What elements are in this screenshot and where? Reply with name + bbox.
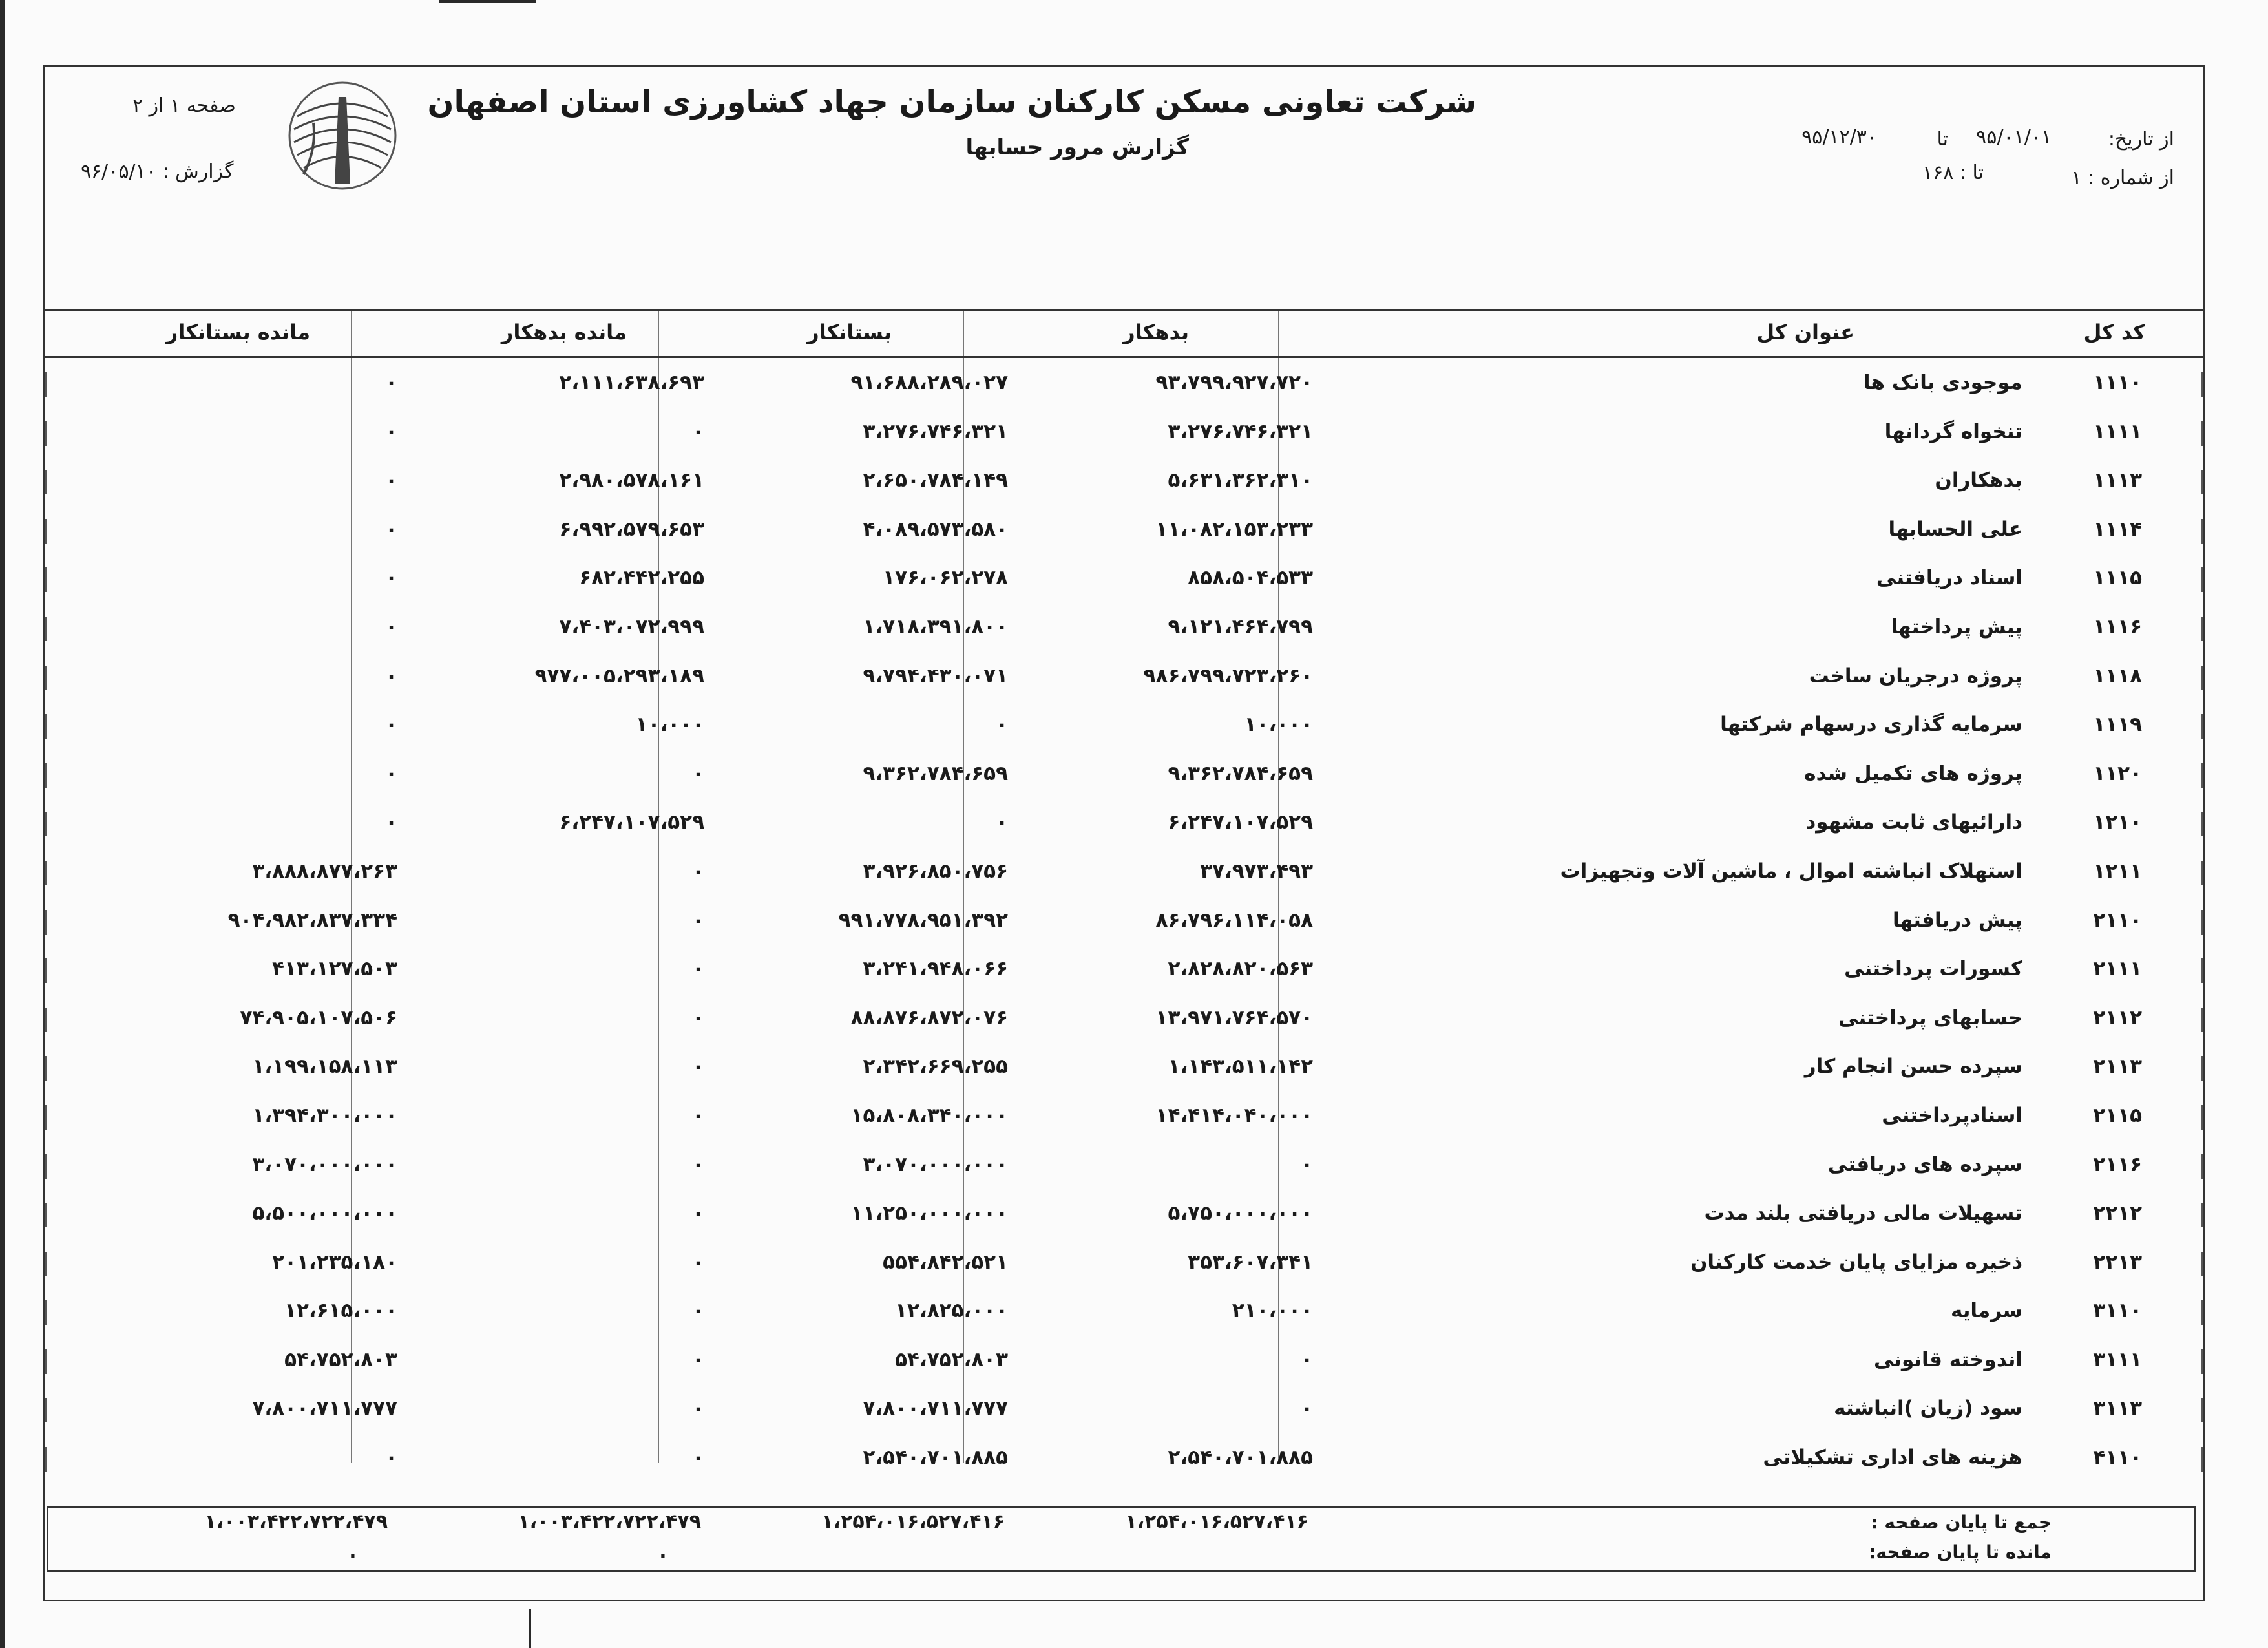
balance-debit-value: ۰ (692, 419, 704, 443)
row-edge-left (45, 958, 47, 983)
account-code: ۲۲۱۳ (2093, 1250, 2142, 1274)
row-edge-right (2201, 812, 2203, 836)
balance-credit-value: ۵۴،۷۵۲،۸۰۳ (284, 1347, 397, 1371)
account-title: اسنادپرداختنی (1882, 1103, 2022, 1127)
to-number: تا : ۱۶۸ (1922, 162, 1984, 184)
balance-label: مانده تا پایان صفحه: (1869, 1541, 2052, 1563)
table-row (45, 456, 2203, 505)
sum-balance-debit: ۱،۰۰۳،۴۲۲،۷۲۲،۴۷۹ (518, 1510, 701, 1533)
balance-debit-value: ۰ (692, 908, 704, 932)
account-code: ۳۱۱۰ (2093, 1299, 2142, 1323)
account-title: دارائیهای ثابت مشهود (1805, 810, 2022, 834)
row-edge-right (2201, 1300, 2203, 1325)
credit-value: ۹۱،۶۸۸،۲۸۹،۰۲۷ (850, 371, 1008, 394)
table-row (45, 1286, 2203, 1335)
credit-value: ۰ (996, 713, 1008, 737)
row-edge-right (2201, 958, 2203, 983)
balance-debit-value: ۰ (692, 1006, 704, 1030)
sum-debit: ۱،۲۵۴،۰۱۶،۵۲۷،۴۱۶ (1125, 1510, 1308, 1533)
row-edge-left (45, 567, 47, 592)
account-title: پیش پرداختها (1891, 615, 2022, 639)
debit-value: ۳۷،۹۷۳،۴۹۳ (1200, 859, 1313, 883)
debit-value: ۰ (1301, 1347, 1313, 1371)
debit-value: ۰ (1301, 1152, 1313, 1176)
table-row (45, 896, 2203, 945)
balance-credit-value: ۰ (385, 1446, 397, 1470)
account-code: ۱۱۱۱ (2093, 419, 2142, 443)
account-title: استهلاک انباشته اموال ، ماشین آلات وتجهیزات (1560, 859, 2022, 883)
account-code: ۴۱۱۰ (2093, 1446, 2142, 1470)
balance-credit-value: ۹۰۴،۹۸۲،۸۳۷،۳۳۴ (227, 908, 397, 932)
row-edge-right (2201, 763, 2203, 788)
row-edge-right (2201, 421, 2203, 446)
row-edge-right (2201, 617, 2203, 641)
debit-value: ۹،۱۲۱،۴۶۴،۷۹۹ (1168, 615, 1313, 639)
row-edge-left (45, 812, 47, 836)
account-title: سود (زیان )انباشته (1834, 1397, 2022, 1421)
account-code: ۱۱۱۳ (2093, 469, 2142, 492)
table-row (45, 1188, 2203, 1238)
row-edge-left (45, 714, 47, 739)
from-number: از شماره : ۱ (2071, 167, 2174, 189)
account-title: تسهیلات مالی دریافتی بلند مدت (1704, 1201, 2022, 1225)
account-title: اسناد دریافتنی (1876, 566, 2022, 590)
from-date-label: از تاریخ: (2108, 128, 2174, 151)
table-row (45, 749, 2203, 798)
balance-debit-value: ۶،۹۹۲،۵۷۹،۶۵۳ (559, 517, 704, 541)
account-title: سپرده حسن انجام کار (1804, 1055, 2022, 1079)
account-title: پروژه های تکمیل شده (1804, 761, 2022, 785)
account-title: اندوخته قانونی (1873, 1347, 2022, 1371)
balance-credit-value: ۰ (385, 713, 397, 737)
credit-value: ۱۷۶،۰۶۲،۲۷۸ (883, 566, 1008, 590)
balance-debit-value: ۰ (692, 1201, 704, 1225)
col-debit: بدهکار (1123, 320, 1189, 344)
row-edge-left (45, 1447, 47, 1472)
sum-credit: ۱،۲۵۴،۰۱۶،۵۲۷،۴۱۶ (821, 1510, 1005, 1533)
report-title: گزارش مرور حسابها (965, 134, 1189, 160)
credit-value: ۴،۰۸۹،۵۷۳،۵۸۰ (863, 517, 1008, 541)
account-code: ۲۱۱۱ (2093, 957, 2142, 981)
table-row (45, 944, 2203, 993)
balance-debit-value: ۷،۴۰۳،۰۷۲،۹۹۹ (559, 615, 704, 639)
balance-credit-value: ۱۲،۶۱۵،۰۰۰ (284, 1299, 397, 1323)
balance-credit-value: ۱،۱۹۹،۱۵۸،۱۱۳ (252, 1055, 397, 1079)
credit-value: ۱۱،۲۵۰،۰۰۰،۰۰۰ (850, 1201, 1008, 1225)
credit-value: ۵۴،۷۵۲،۸۰۳ (895, 1347, 1008, 1371)
balance-debit-value: ۱۰،۰۰۰ (635, 713, 704, 737)
balance-credit-value: ۰ (385, 371, 397, 394)
table-row (45, 651, 2203, 701)
table-header (45, 309, 2203, 358)
row-edge-left (45, 763, 47, 788)
row-edge-right (2201, 1056, 2203, 1081)
row-edge-left (45, 372, 47, 397)
debit-value: ۵،۶۳۱،۳۶۲،۳۱۰ (1168, 469, 1313, 492)
account-title: سرمایه (1950, 1299, 2022, 1323)
from-date: ۹۵/۰۱/۰۱ (1976, 126, 2052, 149)
scan-mark-top (439, 0, 536, 3)
balance-credit-value: ۰ (385, 469, 397, 492)
account-code: ۲۱۱۶ (2093, 1152, 2142, 1176)
balance-debit-value: ۰ (692, 859, 704, 883)
scan-edge (0, 0, 5, 1648)
balance-debit-value: ۲،۹۸۰،۵۷۸،۱۶۱ (559, 469, 704, 492)
debit-value: ۱۱،۰۸۲،۱۵۳،۲۳۳ (1155, 517, 1313, 541)
debit-value: ۱،۱۴۳،۵۱۱،۱۴۲ (1168, 1055, 1313, 1079)
account-title: پیش دریافتها (1892, 908, 2022, 932)
account-code: ۲۱۱۳ (2093, 1055, 2142, 1079)
table-row (45, 407, 2203, 456)
credit-value: ۲،۳۴۲،۶۶۹،۲۵۵ (863, 1055, 1008, 1079)
table-row (45, 847, 2203, 896)
balance-debit-value: ۰ (692, 1397, 704, 1421)
account-code: ۱۱۱۰ (2093, 371, 2142, 394)
balance-credit-value: ۴۱۳،۱۲۷،۵۰۳ (272, 957, 397, 981)
row-edge-left (45, 666, 47, 690)
company-logo (284, 78, 401, 194)
balance-debit-value: ۲،۱۱۱،۶۳۸،۶۹۳ (559, 371, 704, 394)
balance-debit-value: ۰ (692, 1299, 704, 1323)
row-edge-right (2201, 519, 2203, 544)
accounts-table (45, 309, 2203, 1482)
debit-value: ۲،۸۲۸،۸۲۰،۵۶۳ (1168, 957, 1313, 981)
totals-box (47, 1506, 2196, 1572)
table-row (45, 1384, 2203, 1433)
balance-debit-value: ۹۷۷،۰۰۵،۲۹۳،۱۸۹ (534, 664, 704, 688)
balance-debit-value: ۰ (692, 1446, 704, 1470)
debit-value: ۳،۲۷۶،۷۴۶،۳۲۱ (1168, 419, 1313, 443)
balance-credit-value: ۰ (385, 810, 397, 834)
balance-credit-value: ۳،۸۸۸،۸۷۷،۲۶۳ (252, 859, 397, 883)
row-edge-left (45, 421, 47, 446)
account-code: ۱۱۱۴ (2093, 517, 2142, 541)
debit-value: ۶،۲۴۷،۱۰۷،۵۲۹ (1168, 810, 1313, 834)
debit-value: ۳۵۳،۶۰۷،۳۴۱ (1188, 1250, 1313, 1274)
table-row (45, 1042, 2203, 1091)
debit-value: ۸۶،۷۹۶،۱۱۴،۰۵۸ (1155, 908, 1313, 932)
account-code: ۱۲۱۰ (2093, 810, 2142, 834)
row-edge-right (2201, 567, 2203, 592)
table-row (45, 993, 2203, 1042)
credit-value: ۹،۷۹۴،۴۳۰،۰۷۱ (863, 664, 1008, 688)
report-date: گزارش : ۹۶/۰۵/۱۰ (81, 160, 234, 183)
row-edge-right (2201, 910, 2203, 935)
account-title: هزینه های اداری تشکیلاتی (1763, 1446, 2022, 1470)
balance-credit-value: ۵،۵۰۰،۰۰۰،۰۰۰ (252, 1201, 397, 1225)
credit-value: ۲،۶۵۰،۷۸۴،۱۴۹ (863, 469, 1008, 492)
credit-value: ۱۵،۸۰۸،۳۴۰،۰۰۰ (850, 1103, 1008, 1127)
scan-mark (529, 1609, 531, 1648)
account-code: ۱۱۱۶ (2093, 615, 2142, 639)
row-edge-left (45, 1398, 47, 1422)
table-row (45, 553, 2203, 602)
table-row (45, 1433, 2203, 1482)
debit-value: ۱۴،۴۱۴،۰۴۰،۰۰۰ (1155, 1103, 1313, 1127)
account-title: بدهکاران (1935, 469, 2022, 492)
account-title: حسابهای پرداختنی (1838, 1006, 2022, 1030)
balance-debit-value: ۶،۲۴۷،۱۰۷،۵۲۹ (559, 810, 704, 834)
account-title: پروژه درجریان ساخت (1809, 664, 2022, 688)
row-edge-left (45, 470, 47, 494)
balance-debit-value: ۰ (692, 761, 704, 785)
debit-value: ۵،۷۵۰،۰۰۰،۰۰۰ (1168, 1201, 1313, 1225)
row-edge-right (2201, 1105, 2203, 1130)
row-edge-left (45, 861, 47, 885)
balance-debit-value: ۰ (692, 1250, 704, 1274)
credit-value: ۳،۲۷۶،۷۴۶،۳۲۱ (863, 419, 1008, 443)
row-edge-right (2201, 861, 2203, 885)
debit-value: ۸۵۸،۵۰۴،۵۳۳ (1188, 566, 1313, 590)
balance-credit-value: ۳،۰۷۰،۰۰۰،۰۰۰ (252, 1152, 397, 1176)
row-edge-right (2201, 1154, 2203, 1179)
balance-debit-value: ۰ (692, 1152, 704, 1176)
row-edge-left (45, 1300, 47, 1325)
col-code: کد کل (2083, 320, 2145, 344)
row-edge-right (2201, 666, 2203, 690)
row-edge-left (45, 1203, 47, 1227)
credit-value: ۵۵۴،۸۴۲،۵۲۱ (883, 1250, 1008, 1274)
account-code: ۱۱۱۸ (2093, 664, 2142, 688)
row-edge-right (2201, 1252, 2203, 1276)
credit-value: ۰ (996, 810, 1008, 834)
debit-value: ۱۰،۰۰۰ (1244, 713, 1313, 737)
account-code: ۱۲۱۱ (2093, 859, 2142, 883)
credit-value: ۳،۹۲۶،۸۵۰،۷۵۶ (863, 859, 1008, 883)
row-edge-left (45, 617, 47, 641)
balance-credit-value: ۱،۳۹۴،۳۰۰،۰۰۰ (252, 1103, 397, 1127)
row-edge-left (45, 1349, 47, 1374)
balance-debit-value: ۰ (692, 1055, 704, 1079)
balance-credit-value: ۰ (385, 419, 397, 443)
credit-value: ۱،۷۱۸،۳۹۱،۸۰۰ (863, 615, 1008, 639)
col-balance-debit: مانده بدهکار (501, 320, 627, 344)
row-edge-right (2201, 1398, 2203, 1422)
balance-credit-value: ۷۴،۹۰۵،۱۰۷،۵۰۶ (240, 1006, 397, 1030)
account-code: ۲۲۱۲ (2093, 1201, 2142, 1225)
account-code: ۲۱۱۵ (2093, 1103, 2142, 1127)
account-title: ذخیره مزایای پایان خدمت کارکنان (1690, 1250, 2022, 1274)
table-row (45, 602, 2203, 651)
account-code: ۲۱۱۲ (2093, 1006, 2142, 1030)
debit-value: ۹،۳۶۲،۷۸۴،۶۵۹ (1168, 761, 1313, 785)
table-row (45, 1140, 2203, 1189)
balance-debit-value: ۶۸۲،۴۴۲،۲۵۵ (579, 566, 704, 590)
col-balance-credit: مانده بستانکار (165, 320, 310, 344)
row-edge-right (2201, 1447, 2203, 1472)
table-row (45, 700, 2203, 749)
account-title: تنخواه گردانها (1884, 419, 2022, 443)
credit-value: ۹۹۱،۷۷۸،۹۵۱،۳۹۲ (838, 908, 1008, 932)
row-edge-right (2201, 1008, 2203, 1032)
account-code: ۲۱۱۰ (2093, 908, 2142, 932)
debit-value: ۰ (1301, 1397, 1313, 1421)
row-edge-left (45, 1105, 47, 1130)
debit-value: ۲۱۰،۰۰۰ (1232, 1299, 1313, 1323)
balance-debit-value: ۰ (692, 957, 704, 981)
account-code: ۳۱۱۱ (2093, 1347, 2142, 1371)
row-edge-left (45, 1008, 47, 1032)
balance-credit-value: ۰ (385, 761, 397, 785)
table-row (45, 505, 2203, 554)
account-code: ۱۱۱۹ (2093, 713, 2142, 737)
balance-credit-value: ۰ (385, 664, 397, 688)
col-credit: بستانکار (807, 320, 892, 344)
credit-value: ۱۲،۸۲۵،۰۰۰ (895, 1299, 1008, 1323)
table-row (45, 1238, 2203, 1287)
debit-value: ۲،۵۴۰،۷۰۱،۸۸۵ (1168, 1446, 1313, 1470)
balance-debit-value: ۰ (692, 1103, 704, 1127)
credit-value: ۳،۰۷۰،۰۰۰،۰۰۰ (863, 1152, 1008, 1176)
row-edge-right (2201, 1349, 2203, 1374)
debit-value: ۹۳،۷۹۹،۹۲۷،۷۲۰ (1155, 371, 1313, 394)
row-edge-left (45, 1154, 47, 1179)
balance-credit-value: ۰ (385, 615, 397, 639)
row-edge-right (2201, 714, 2203, 739)
account-title: کسورات پرداختنی (1844, 957, 2022, 981)
table-row (45, 1091, 2203, 1140)
table-body (45, 358, 2203, 1482)
account-code: ۳۱۱۳ (2093, 1397, 2142, 1421)
col-title: عنوان کل (1756, 320, 1854, 344)
credit-value: ۲،۵۴۰،۷۰۱،۸۸۵ (863, 1446, 1008, 1470)
table-row (45, 358, 2203, 407)
credit-value: ۷،۸۰۰،۷۱۱،۷۷۷ (863, 1397, 1008, 1421)
company-title: شرکت تعاونی مسکن کارکنان سازمان جهاد کشاورزی استان اصفهان (427, 84, 1476, 120)
credit-value: ۹،۳۶۲،۷۸۴،۶۵۹ (863, 761, 1008, 785)
row-edge-left (45, 1056, 47, 1081)
account-title: سرمایه گذاری درسهام شرکتها (1720, 713, 2022, 737)
credit-value: ۳،۲۴۱،۹۴۸،۰۶۶ (863, 957, 1008, 981)
balance-credit-value: ۲۰۱،۲۳۵،۱۸۰ (272, 1250, 397, 1274)
sum-balance-credit: ۱،۰۰۳،۴۲۲،۷۲۲،۴۷۹ (204, 1510, 388, 1533)
debit-value: ۹۸۶،۷۹۹،۷۲۳،۲۶۰ (1143, 664, 1313, 688)
balance-credit-value: ۰ (385, 566, 397, 590)
table-row (45, 1335, 2203, 1384)
account-title: موجودی بانک ها (1863, 371, 2022, 394)
sum-label: جمع تا پایان صفحه : (1871, 1512, 2052, 1533)
page-info: صفحه ۱ از ۲ (132, 94, 236, 117)
end-balance-credit: ۰ (346, 1544, 359, 1567)
to-date: ۹۵/۱۲/۳۰ (1801, 126, 1877, 149)
row-edge-right (2201, 1203, 2203, 1227)
row-edge-left (45, 519, 47, 544)
row-edge-left (45, 1252, 47, 1276)
row-edge-right (2201, 372, 2203, 397)
balance-debit-value: ۰ (692, 1347, 704, 1371)
balance-credit-value: ۰ (385, 517, 397, 541)
account-code: ۱۱۲۰ (2093, 761, 2142, 785)
account-code: ۱۱۱۵ (2093, 566, 2142, 590)
debit-value: ۱۳،۹۷۱،۷۶۴،۵۷۰ (1155, 1006, 1313, 1030)
balance-credit-value: ۷،۸۰۰،۷۱۱،۷۷۷ (252, 1397, 397, 1421)
table-row (45, 798, 2203, 847)
row-edge-left (45, 910, 47, 935)
row-edge-right (2201, 470, 2203, 494)
credit-value: ۸۸،۸۷۶،۸۷۲،۰۷۶ (850, 1006, 1008, 1030)
account-title: سپرده های دریافتی (1827, 1152, 2022, 1176)
end-balance-debit: ۰ (656, 1544, 669, 1567)
to-date-label: تا (1937, 128, 1948, 151)
account-title: علی الحسابها (1888, 517, 2022, 541)
